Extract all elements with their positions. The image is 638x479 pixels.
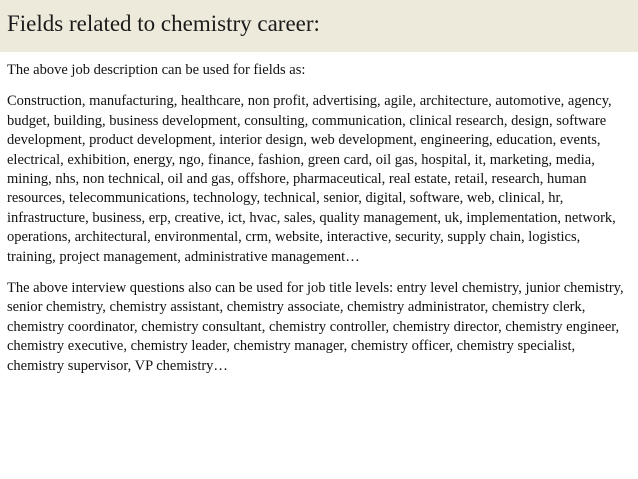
intro-paragraph: The above job description can be used for fields as: bbox=[7, 62, 306, 78]
slide-title: Fields related to chemistry career: bbox=[7, 11, 320, 36]
title-bar bbox=[0, 0, 638, 52]
fields-paragraph: Construction, manufacturing, healthcare, non profit, advertising, agile, architecture, automotive, agency, budget, building, business development, consulting, communication, clinical research, design, software development, product development, interior design, web development, engineering, education, events, electrical, exhibition, energy, ngo, finance, fashion, green card, oil gas, hospital, it, marketing, media, mining, nhs, non technical, oil and gas, offshore, pharmaceutical, real estate, retail, research, human resources, telecommunications, technology, technical, senior, digital, software, web, clinical, hr, infrastructure, business, erp, creative, ict, hvac, sales, quality management, uk, implementation, network, operations, architectural, environmental, crm, website, interactive, security, supply chain, logistics, training, project management, administrative management… bbox=[7, 93, 616, 265]
slide-content bbox=[0, 52, 638, 376]
job-levels-paragraph: The above interview questions also can be used for job title levels: entry level chemistry, junior chemistry, senior chemistry, chemistry assistant, chemistry associate, chemistry administrator, chemistry clerk, chemistry coordinator, chemistry consultant, chemistry controller, chemistry director, chemistry engineer, chemistry executive, chemistry leader, chemistry manager, chemistry officer, chemistry specialist, chemistry supervisor, VP chemistry… bbox=[7, 280, 624, 374]
